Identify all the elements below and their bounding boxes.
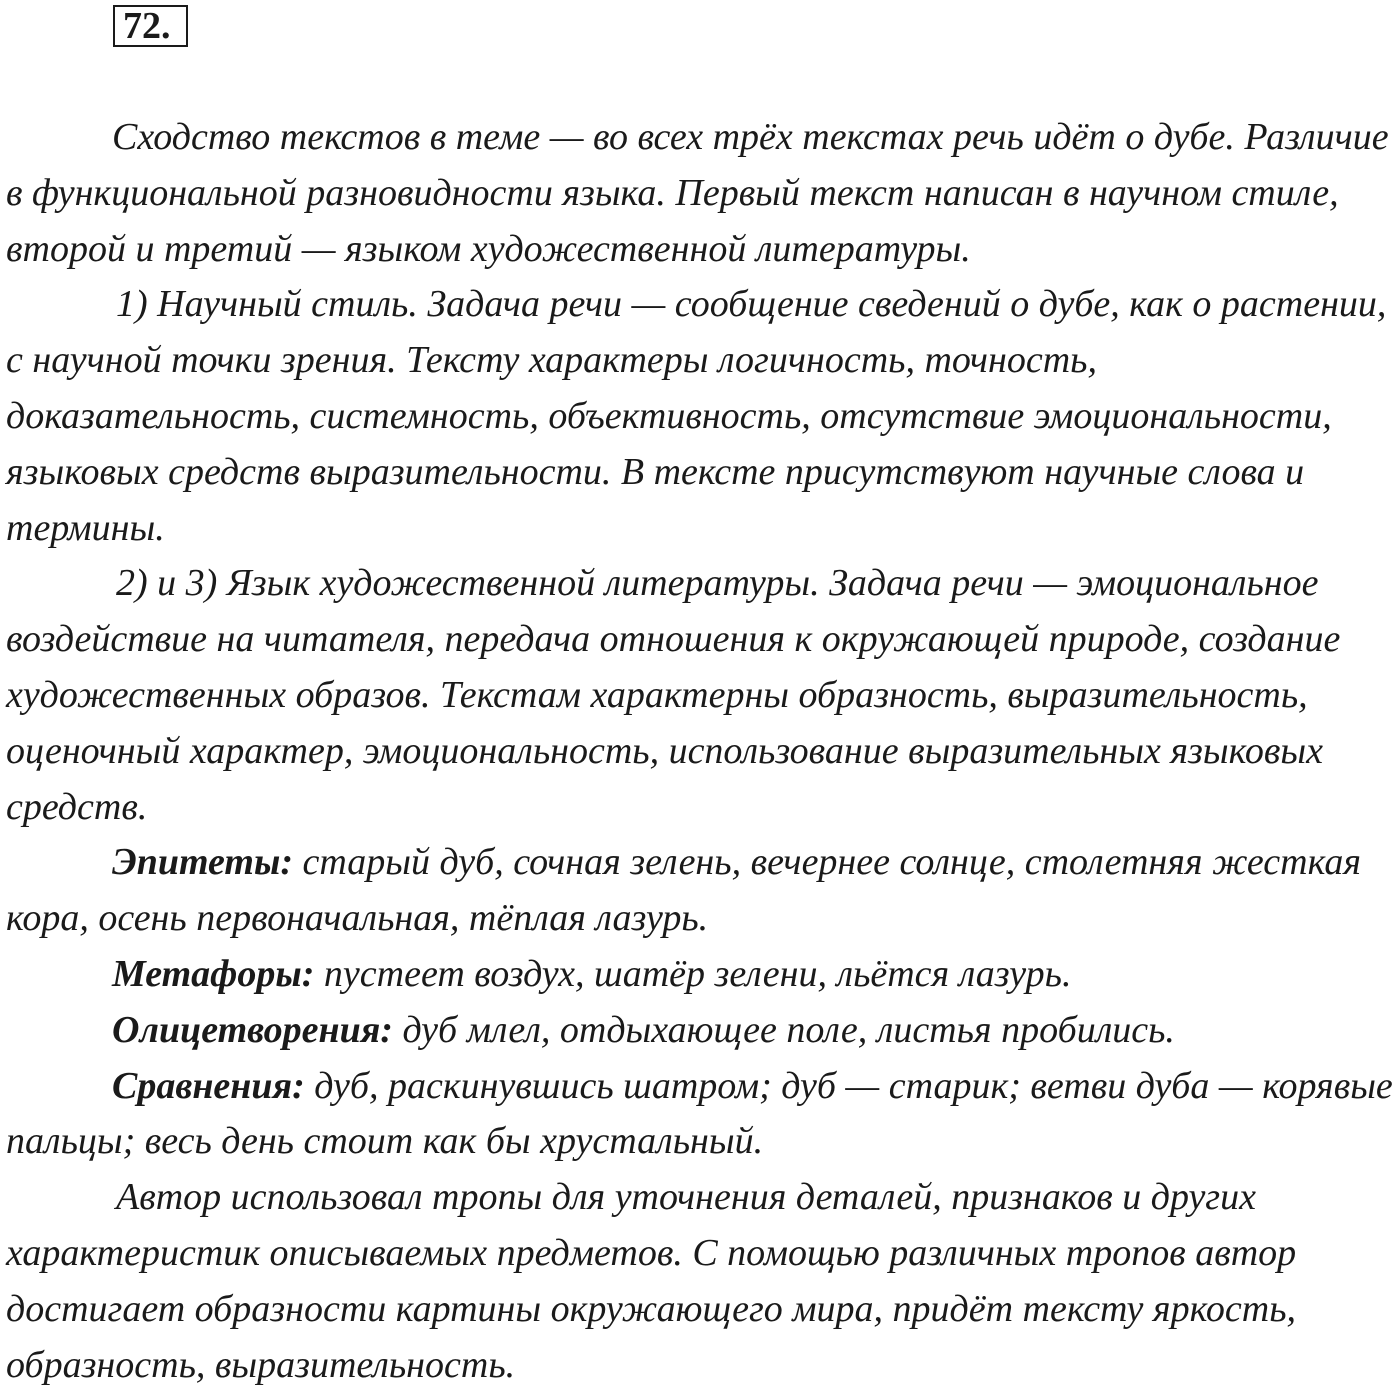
exercise-number: 72. bbox=[113, 5, 188, 47]
metaphors-label: Метафоры: bbox=[112, 952, 315, 995]
paragraph-similarity: Сходство текстов в теме — во всех трёх текстах речь идёт о дубе. Различие в функциональной разновидности языка. Первый текст написан в научном стиле, второй и третий — языком художественной литературы. bbox=[6, 116, 1389, 270]
paragraph-conclusion: Автор использовал тропы для уточнения деталей, признаков и других характеристик описываемых предметов. С помощью различных тропов автор достигает образности картины окружающего мира, придёт тексту яркость, образность, выразительность. bbox=[6, 1176, 1297, 1386]
epithets-text: старый дуб, сочная зелень, вечернее солнце, столетняя жесткая кора, осень первоначальная, тёплая лазурь. bbox=[6, 841, 1362, 940]
paragraph-comparisons bbox=[6, 1059, 1398, 1171]
comparisons-label: Сравнения: bbox=[112, 1064, 305, 1107]
metaphors-text: пустеет воздух, шатёр зелени, льётся лазурь. bbox=[314, 952, 1072, 995]
personification-text: дуб млел, отдыхающее поле, листья пробились. bbox=[392, 1008, 1175, 1051]
answer-text bbox=[6, 110, 1398, 1393]
paragraph-personification bbox=[6, 1003, 1398, 1059]
paragraph-epithets bbox=[6, 835, 1398, 947]
paragraph-artistic-style: 2) и 3) Язык художественной литературы. Задача речи — эмоциональное воздействие на читателя, передача отношения к окружающей природе, создание художественных образов. Текстам характерны образность, выразительность, оценочный характер, эмоциональность, использование выразительных языковых средств. bbox=[6, 562, 1341, 828]
epithets-label: Эпитеты: bbox=[112, 841, 294, 884]
personification-label: Олицетворения: bbox=[112, 1008, 393, 1051]
comparisons-text: дуб, раскинувшись шатром; дуб — старик; ветви дуба — корявые пальцы; весь день стоит как бы хрустальный. bbox=[6, 1064, 1393, 1163]
paragraph-metaphors bbox=[6, 947, 1398, 1003]
paragraph-scientific-style: 1) Научный стиль. Задача речи — сообщение сведений о дубе, как о растении, с научной точки зрения. Тексту характеры логичность, точность, доказательность, системность, объективность, отсутствие эмоциональности, языковых средств выразительности. В тексте присутствуют научные слова и термины. bbox=[6, 283, 1387, 549]
